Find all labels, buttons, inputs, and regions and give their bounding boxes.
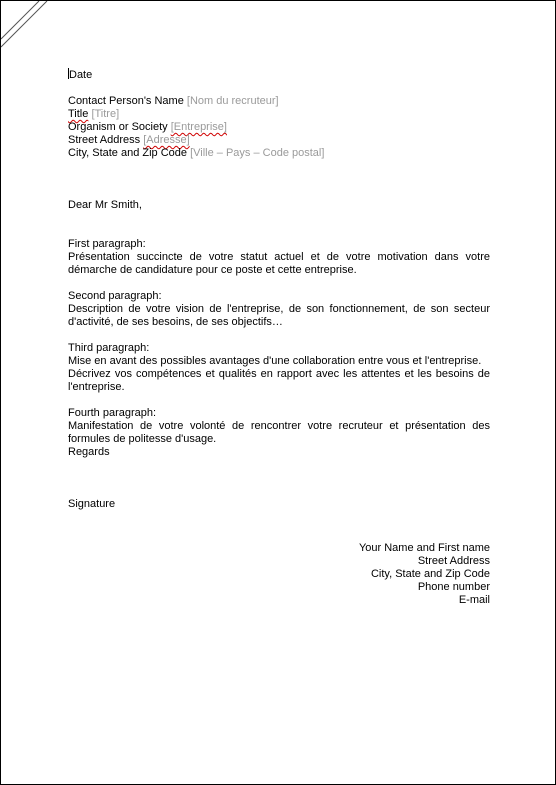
sender-street[interactable]: Street Address	[417, 555, 490, 567]
paragraph-1-body[interactable]: Présentation succincte de votre statut actuel et de votre motivation dans votre démarche de candidature pour ce poste et cette entreprise.	[68, 251, 490, 276]
recipient-city-line[interactable]	[68, 147, 490, 160]
recipient-contact-line[interactable]	[68, 95, 490, 108]
paragraph-2-heading[interactable]: Second paragraph:	[68, 290, 162, 302]
salutation[interactable]: Dear Mr Smith,	[68, 199, 142, 211]
paragraph-4-heading[interactable]: Fourth paragraph:	[68, 407, 157, 419]
street-placeholder: [Adresse]	[143, 134, 190, 146]
recipient-street-line[interactable]	[68, 134, 490, 147]
closing[interactable]: Regards	[68, 446, 110, 458]
city-placeholder: [Ville – Pays – Code postal]	[190, 147, 325, 159]
org-label: Organism or Society	[68, 121, 168, 133]
sender-phone[interactable]: Phone number	[417, 581, 490, 593]
signature[interactable]: Signature	[68, 498, 116, 510]
paragraph-3-body-1[interactable]: Mise en avant des possibles avantages d'une collaboration entre vous et l'entreprise.	[68, 355, 482, 367]
paragraph-1-heading[interactable]: First paragraph:	[68, 238, 146, 250]
title-placeholder: [Titre]	[91, 108, 120, 120]
title-label: Title	[68, 108, 89, 120]
date-line[interactable]: Date	[68, 68, 490, 82]
contact-label: Contact Person's Name	[68, 95, 184, 107]
street-label: Street Address	[68, 134, 141, 146]
org-placeholder: [Entreprise]	[170, 121, 227, 133]
recipient-title-line[interactable]	[68, 108, 490, 121]
sender-city[interactable]: City, State and Zip Code	[370, 568, 490, 580]
page-corner-marks	[1, 1, 61, 61]
recipient-org-line[interactable]	[68, 121, 490, 134]
contact-placeholder: [Nom du recruteur]	[186, 95, 279, 107]
paragraph-3-heading[interactable]: Third paragraph:	[68, 342, 150, 354]
sender-email[interactable]: E-mail	[458, 594, 490, 606]
sender-name[interactable]: Your Name and First name	[358, 542, 490, 554]
paragraph-2-body[interactable]: Description de votre vision de l'entreprise, de son fonctionnement, de son secteur d'activité, de ses besoins, de ses objectifs…	[68, 303, 490, 328]
letter-body	[68, 68, 490, 511]
paragraph-3-body-2[interactable]: Décrivez vos compétences et qualités en rapport avec les attentes et les besoins de l'entreprise.	[68, 368, 490, 393]
paragraph-4-body[interactable]: Manifestation de votre volonté de rencontrer votre recruteur et présentation des formules de politesse d'usage.	[68, 420, 490, 445]
sender-block	[359, 542, 490, 607]
city-label: City, State and Zip Code	[68, 147, 188, 159]
